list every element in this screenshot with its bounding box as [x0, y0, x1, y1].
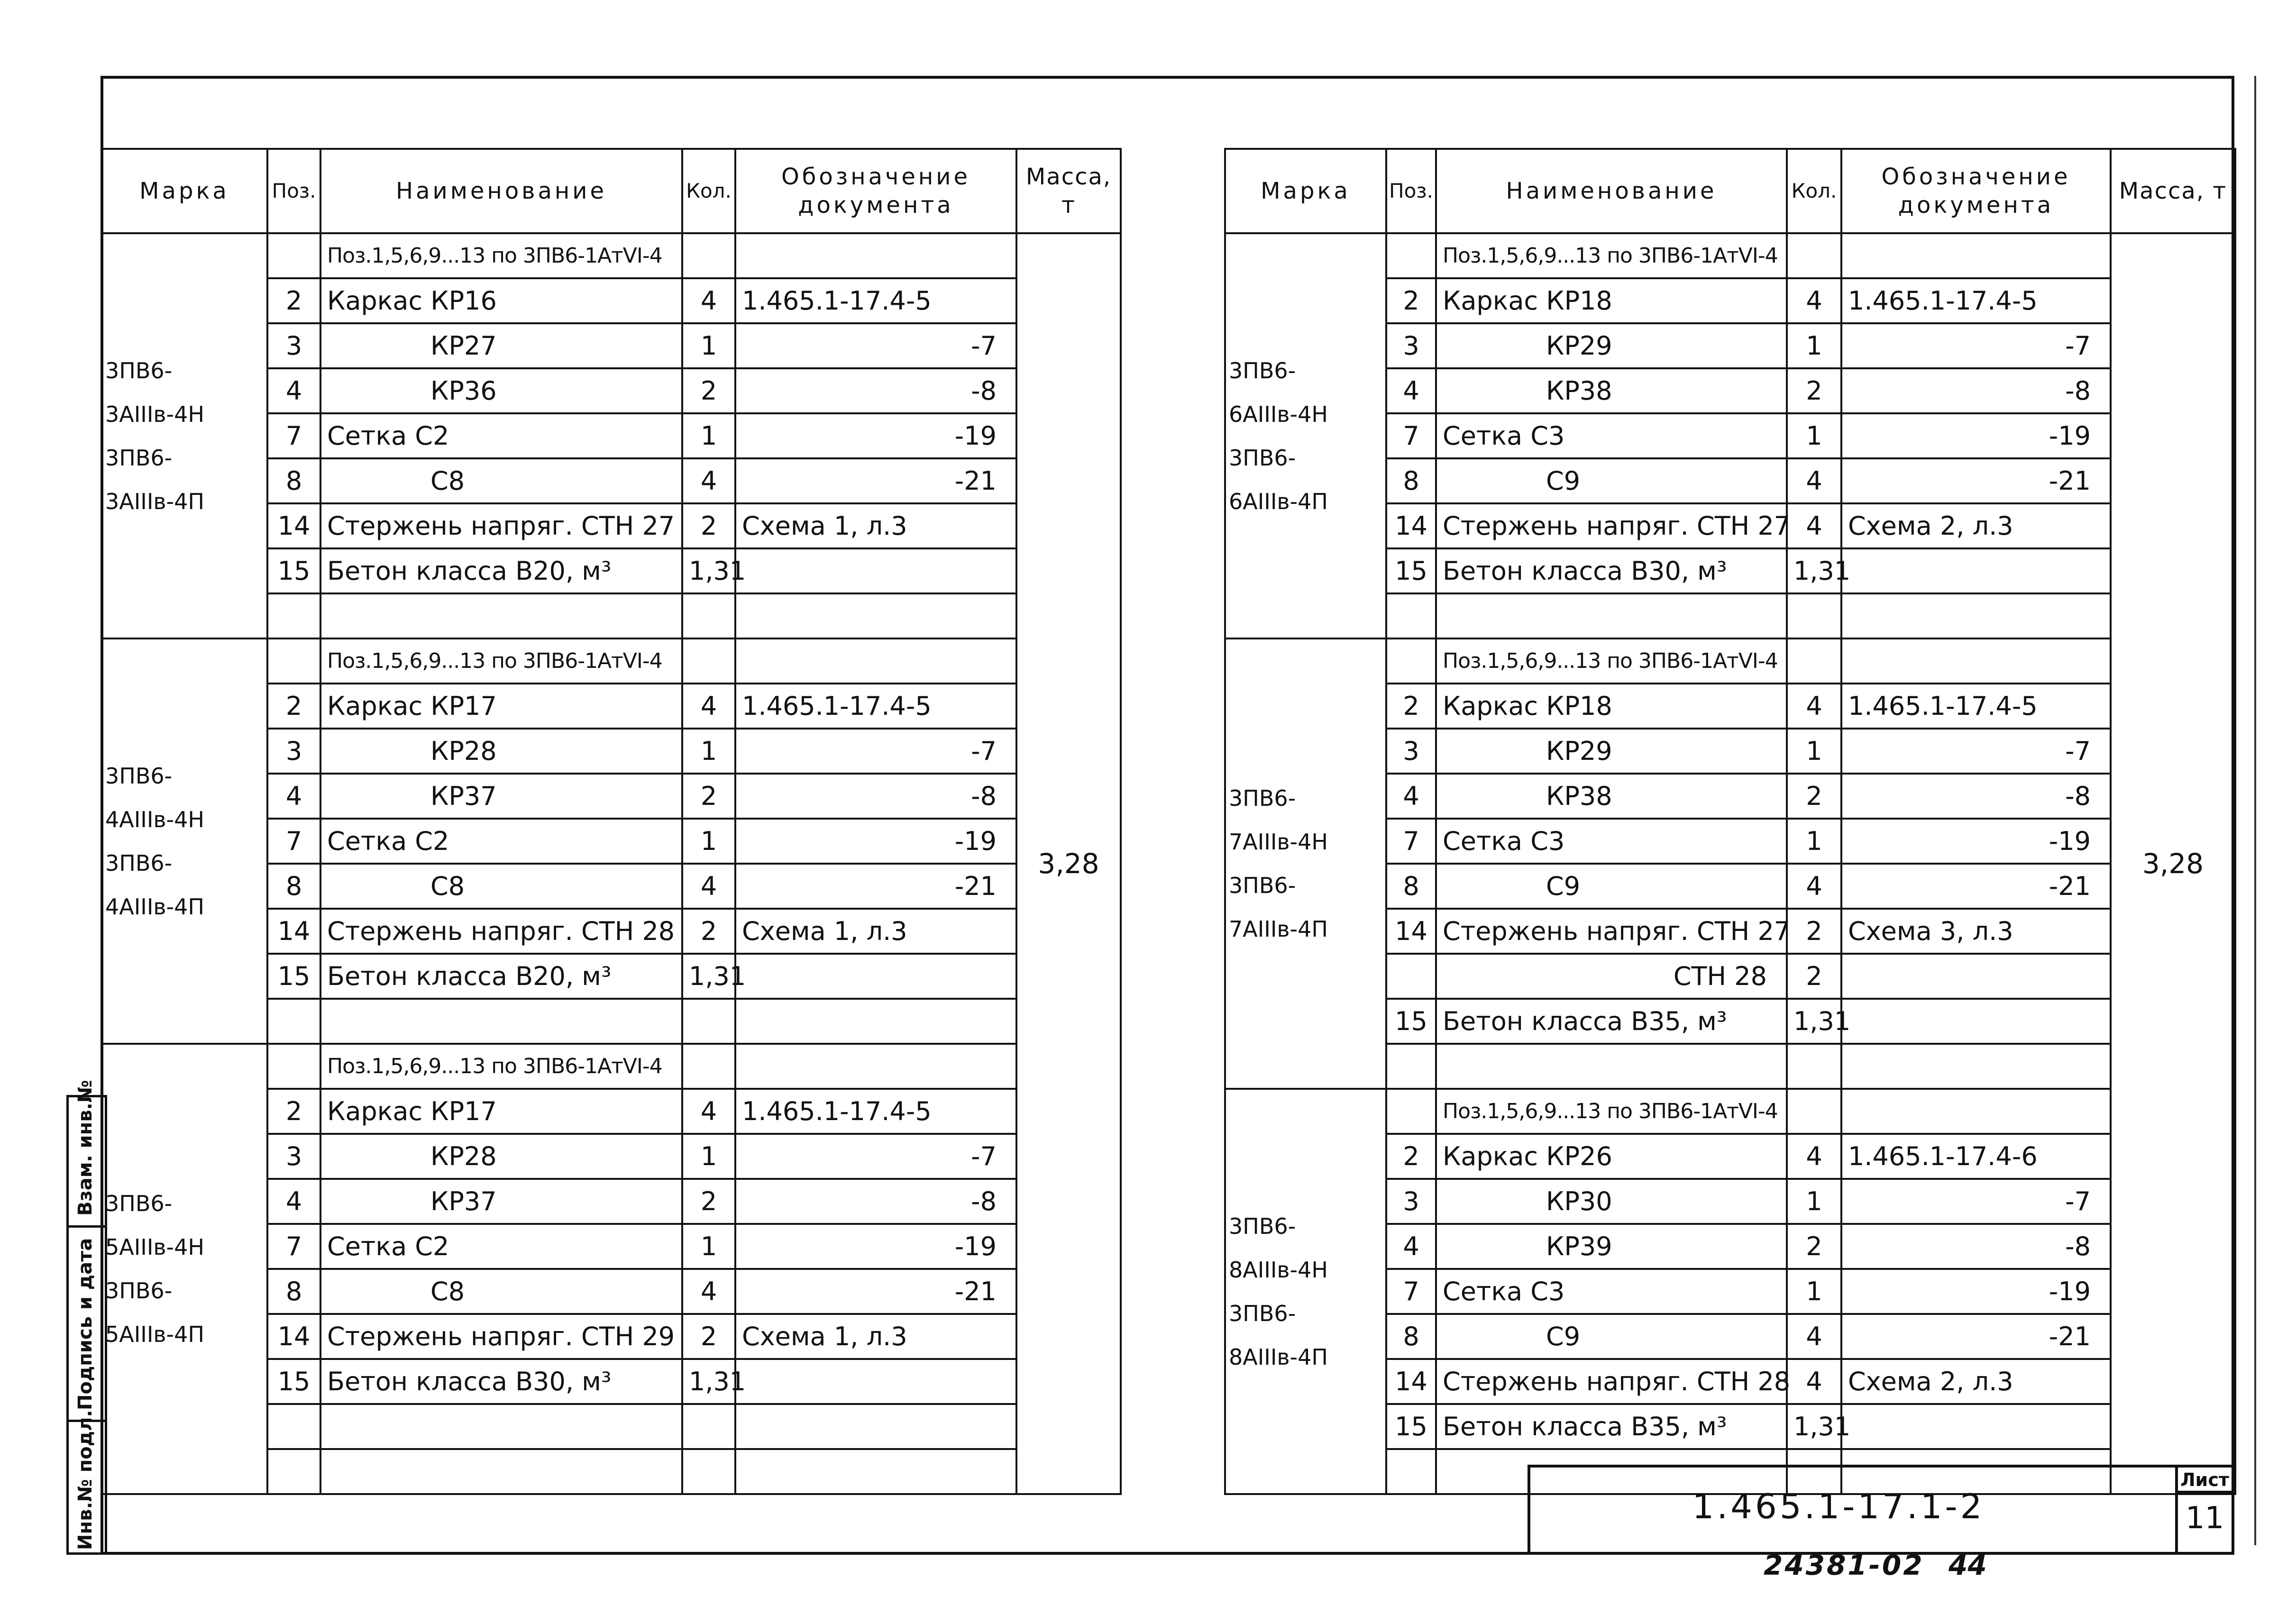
name-cell: Бетон класса В20, м³ [320, 954, 682, 999]
pos-cell: 8 [1386, 458, 1436, 503]
pos-cell [1386, 593, 1436, 638]
doc-cell [1841, 1404, 2111, 1449]
doc-cell [735, 638, 1016, 684]
doc-cell: Схема 1, л.3 [735, 503, 1016, 548]
name-cell: Сетка С3 [1436, 413, 1787, 458]
qty-cell [682, 1044, 735, 1089]
name-cell: КР39 [1436, 1224, 1787, 1269]
strip-divider [69, 1225, 105, 1228]
name-cell: Стержень напряг. СТН 28 [1436, 1359, 1787, 1404]
qty-cell [1787, 638, 1841, 684]
header-name: Наименование [1436, 149, 1787, 233]
qty-cell: 1 [1787, 729, 1841, 774]
header-pos: Поз. [267, 149, 320, 233]
doc-cell: -8 [735, 1179, 1016, 1224]
doc-cell [735, 548, 1016, 593]
pos-cell: 7 [267, 819, 320, 864]
doc-cell: 1.465.1-17.4-5 [1841, 278, 2111, 323]
name-cell: Сетка С2 [320, 819, 682, 864]
qty-cell: 1 [682, 819, 735, 864]
doc-cell: Схема 1, л.3 [735, 1314, 1016, 1359]
side-approval-strip [66, 1080, 107, 1555]
pos-cell: 14 [267, 1314, 320, 1359]
doc-cell: -7 [735, 729, 1016, 774]
left-spec-table [101, 148, 1122, 1495]
name-cell [320, 1449, 682, 1494]
doc-cell: -7 [735, 323, 1016, 368]
doc-cell: 1.465.1-17.4-5 [1841, 684, 2111, 729]
name-cell: Сетка С2 [320, 413, 682, 458]
qty-cell: 1 [682, 729, 735, 774]
doc-cell: -8 [1841, 1224, 2111, 1269]
name-cell: Каркас КР17 [320, 684, 682, 729]
doc-cell [1841, 954, 2111, 999]
name-cell: Стержень напряг. СТН 28 [320, 909, 682, 954]
qty-cell [1787, 593, 1841, 638]
doc-cell [1841, 1089, 2111, 1134]
doc-cell: -21 [1841, 1314, 2111, 1359]
doc-cell: 1.465.1-17.4-5 [735, 278, 1016, 323]
qty-cell: 4 [682, 278, 735, 323]
header-qty: Кол. [682, 149, 735, 233]
name-cell: КР28 [320, 729, 682, 774]
name-cell: СТН 28 [1436, 954, 1787, 999]
qty-cell: 4 [1787, 1314, 1841, 1359]
name-cell: Поз.1,5,6,9...13 по 3ПВ6-1АтVI-4 [320, 638, 682, 684]
pos-cell [1386, 233, 1436, 278]
qty-cell: 4 [682, 864, 735, 909]
name-cell [320, 999, 682, 1044]
qty-cell [682, 999, 735, 1044]
qty-cell: 4 [1787, 864, 1841, 909]
name-cell: КР27 [320, 323, 682, 368]
pos-cell [1386, 1044, 1436, 1089]
sheet-cell [2175, 1468, 2232, 1552]
pos-cell: 4 [267, 774, 320, 819]
pos-cell: 2 [267, 1089, 320, 1134]
name-cell: Поз.1,5,6,9...13 по 3ПВ6-1АтVI-4 [320, 1044, 682, 1089]
pos-cell: 14 [267, 909, 320, 954]
doc-cell: -7 [1841, 1179, 2111, 1224]
qty-cell: 1 [1787, 323, 1841, 368]
qty-cell: 1,31 [682, 1359, 735, 1404]
marka-cell: 3ПВ6-6АIIIв-4Н 3ПВ6-6АIIIв-4П [1225, 233, 1386, 638]
qty-cell: 4 [1787, 503, 1841, 548]
name-cell: КР37 [320, 1179, 682, 1224]
pos-cell: 2 [1386, 278, 1436, 323]
doc-cell [735, 1404, 1016, 1449]
header-mass: Масса, т [1016, 149, 1121, 233]
qty-cell [682, 638, 735, 684]
qty-cell: 1 [682, 413, 735, 458]
name-cell: Поз.1,5,6,9...13 по 3ПВ6-1АтVI-4 [1436, 1089, 1787, 1134]
name-cell: КР37 [320, 774, 682, 819]
qty-cell: 1 [1787, 413, 1841, 458]
header-row [1225, 149, 2235, 233]
doc-cell: -7 [1841, 323, 2111, 368]
doc-cell [1841, 548, 2111, 593]
doc-cell: -8 [1841, 774, 2111, 819]
pos-cell [267, 999, 320, 1044]
pos-cell: 15 [267, 1359, 320, 1404]
doc-cell: -7 [735, 1134, 1016, 1179]
pos-cell: 3 [1386, 1179, 1436, 1224]
strip-label-vzam-inv: Взам. инв.№ [74, 1080, 96, 1216]
qty-cell: 4 [682, 1089, 735, 1134]
name-cell: С9 [1436, 458, 1787, 503]
header-marka: Марка [1225, 149, 1386, 233]
name-cell: С9 [1436, 864, 1787, 909]
pos-cell: 14 [1386, 1359, 1436, 1404]
pos-cell: 3 [267, 1134, 320, 1179]
doc-cell: 1.465.1-17.4-6 [1841, 1134, 2111, 1179]
pos-cell: 2 [267, 684, 320, 729]
doc-cell [1841, 1044, 2111, 1089]
header-marka: Марка [101, 149, 267, 233]
qty-cell: 4 [682, 458, 735, 503]
name-cell: Каркас КР18 [1436, 278, 1787, 323]
qty-cell: 4 [1787, 1359, 1841, 1404]
name-cell: КР28 [320, 1134, 682, 1179]
pos-cell: 7 [1386, 413, 1436, 458]
pos-cell: 2 [1386, 684, 1436, 729]
pos-cell: 3 [267, 729, 320, 774]
name-cell: Сетка С2 [320, 1224, 682, 1269]
doc-cell: Схема 1, л.3 [735, 909, 1016, 954]
doc-cell: -8 [1841, 368, 2111, 413]
mass-cell: 3,28 [1016, 233, 1121, 1494]
pos-cell [1386, 1449, 1436, 1494]
pos-cell: 7 [1386, 1269, 1436, 1314]
name-cell: Стержень напряг. СТН 27 [1436, 909, 1787, 954]
mass-cell: 3,28 [2111, 233, 2235, 1494]
marka-cell: 3ПВ6-4АIIIв-4Н 3ПВ6-4АIIIв-4П [101, 638, 267, 1044]
qty-cell [682, 233, 735, 278]
qty-cell: 1 [682, 1134, 735, 1179]
marka-cell: 3ПВ6-7АIIIв-4Н 3ПВ6-7АIIIв-4П [1225, 638, 1386, 1089]
qty-cell: 4 [1787, 1134, 1841, 1179]
sheet-number: 11 [2185, 1501, 2224, 1536]
qty-cell [1787, 1044, 1841, 1089]
doc-cell: -19 [1841, 413, 2111, 458]
pos-cell: 15 [1386, 999, 1436, 1044]
pos-cell: 14 [1386, 909, 1436, 954]
header-name: Наименование [320, 149, 682, 233]
name-cell: Поз.1,5,6,9...13 по 3ПВ6-1АтVI-4 [1436, 638, 1787, 684]
pos-cell: 8 [267, 1269, 320, 1314]
pos-cell: 4 [1386, 774, 1436, 819]
name-cell: Каркас КР18 [1436, 684, 1787, 729]
doc-cell: -7 [1841, 729, 2111, 774]
document-code: 1.465.1-17.1-2 [1692, 1486, 1985, 1526]
archive-number: 24381-02 [1764, 1549, 1924, 1581]
qty-cell: 4 [1787, 458, 1841, 503]
header-qty: Кол. [1787, 149, 1841, 233]
qty-cell [1787, 233, 1841, 278]
qty-cell: 1,31 [682, 954, 735, 999]
marka-cell: 3ПВ6-8АIIIв-4Н 3ПВ6-8АIIIв-4П [1225, 1089, 1386, 1494]
doc-cell: -19 [1841, 819, 2111, 864]
doc-cell: Схема 2, л.3 [1841, 1359, 2111, 1404]
doc-cell [735, 593, 1016, 638]
qty-cell: 2 [682, 503, 735, 548]
pos-cell: 15 [267, 954, 320, 999]
doc-cell [1841, 593, 2111, 638]
qty-cell: 2 [1787, 1224, 1841, 1269]
name-cell: КР29 [1436, 323, 1787, 368]
pos-cell [267, 1044, 320, 1089]
doc-cell: -8 [735, 368, 1016, 413]
pos-cell: 4 [1386, 368, 1436, 413]
doc-cell: -21 [1841, 864, 2111, 909]
name-cell: Бетон класса В30, м³ [320, 1359, 682, 1404]
doc-cell [1841, 999, 2111, 1044]
pos-cell: 14 [1386, 503, 1436, 548]
name-cell: КР38 [1436, 368, 1787, 413]
name-cell: Бетон класса В20, м³ [320, 548, 682, 593]
pos-cell [1386, 954, 1436, 999]
name-cell: С8 [320, 864, 682, 909]
doc-cell: Схема 2, л.3 [1841, 503, 2111, 548]
doc-cell [735, 954, 1016, 999]
name-cell: Бетон класса В35, м³ [1436, 999, 1787, 1044]
name-cell [1436, 593, 1787, 638]
qty-cell [682, 593, 735, 638]
qty-cell: 2 [682, 1179, 735, 1224]
pos-cell: 15 [1386, 1404, 1436, 1449]
qty-cell: 4 [1787, 278, 1841, 323]
doc-cell: -19 [1841, 1269, 2111, 1314]
pos-cell: 15 [1386, 548, 1436, 593]
doc-cell: -21 [1841, 458, 2111, 503]
header-doc: Обозначение документа [1841, 149, 2111, 233]
doc-cell: -19 [735, 1224, 1016, 1269]
qty-cell: 1,31 [1787, 999, 1841, 1044]
name-cell: Бетон класса В35, м³ [1436, 1404, 1787, 1449]
name-cell: Сетка С3 [1436, 819, 1787, 864]
pos-cell: 3 [1386, 323, 1436, 368]
qty-cell: 1,31 [1787, 548, 1841, 593]
qty-cell: 2 [1787, 368, 1841, 413]
name-cell [320, 1404, 682, 1449]
right-spec-table [1224, 148, 2236, 1495]
qty-cell: 4 [682, 1269, 735, 1314]
pos-cell: 8 [1386, 864, 1436, 909]
doc-cell: -21 [735, 458, 1016, 503]
doc-cell [735, 233, 1016, 278]
doc-cell [1841, 233, 2111, 278]
table-row [1225, 233, 2235, 278]
name-cell: С9 [1436, 1314, 1787, 1359]
name-cell: С8 [320, 458, 682, 503]
name-cell [1436, 1044, 1787, 1089]
pos-cell: 3 [1386, 729, 1436, 774]
doc-cell [735, 999, 1016, 1044]
qty-cell [682, 1404, 735, 1449]
doc-cell [1841, 638, 2111, 684]
header-mass: Масса, т [2111, 149, 2235, 233]
header-doc: Обозначение документа [735, 149, 1016, 233]
name-cell: Стержень напряг. СТН 27 [320, 503, 682, 548]
right-spec-body [1225, 233, 2235, 1494]
name-cell: КР30 [1436, 1179, 1787, 1224]
name-cell: Поз.1,5,6,9...13 по 3ПВ6-1АтVI-4 [320, 233, 682, 278]
qty-cell: 1 [682, 323, 735, 368]
marka-cell: 3ПВ6-5АIIIв-4Н 3ПВ6-5АIIIв-4П [101, 1044, 267, 1494]
qty-cell: 2 [1787, 909, 1841, 954]
name-cell: КР36 [320, 368, 682, 413]
pos-cell: 15 [267, 548, 320, 593]
name-cell: Поз.1,5,6,9...13 по 3ПВ6-1АтVI-4 [1436, 233, 1787, 278]
name-cell: Сетка С3 [1436, 1269, 1787, 1314]
pos-cell [267, 1449, 320, 1494]
title-block [1528, 1465, 2234, 1555]
pos-cell: 8 [1386, 1314, 1436, 1359]
qty-cell: 2 [1787, 954, 1841, 999]
doc-cell: -8 [735, 774, 1016, 819]
qty-cell: 2 [682, 774, 735, 819]
page-number: 44 [1948, 1549, 1987, 1581]
right-margin-line [2254, 76, 2256, 1545]
pos-cell: 8 [267, 458, 320, 503]
qty-cell: 1 [682, 1224, 735, 1269]
marka-cell: 3ПВ6-3АIIIв-4Н 3ПВ6-3АIIIв-4П [101, 233, 267, 638]
pos-cell [267, 1404, 320, 1449]
pos-cell: 2 [267, 278, 320, 323]
pos-cell: 4 [267, 368, 320, 413]
pos-cell: 7 [1386, 819, 1436, 864]
qty-cell: 1 [1787, 819, 1841, 864]
pos-cell [267, 638, 320, 684]
pos-cell: 3 [267, 323, 320, 368]
name-cell: КР38 [1436, 774, 1787, 819]
qty-cell: 2 [682, 909, 735, 954]
qty-cell: 1,31 [682, 548, 735, 593]
name-cell: КР29 [1436, 729, 1787, 774]
name-cell: Каркас КР26 [1436, 1134, 1787, 1179]
doc-cell: -21 [735, 864, 1016, 909]
table-row [101, 638, 1121, 684]
pos-cell: 2 [1386, 1134, 1436, 1179]
strip-label-signature-date: Подпись и дата [74, 1238, 96, 1410]
qty-cell [682, 1449, 735, 1494]
doc-cell: Схема 3, л.3 [1841, 909, 2111, 954]
qty-cell: 1 [1787, 1179, 1841, 1224]
doc-cell: -19 [735, 413, 1016, 458]
header-pos: Поз. [1386, 149, 1436, 233]
left-spec-body [101, 233, 1121, 1494]
qty-cell: 1,31 [1787, 1404, 1841, 1449]
doc-cell: 1.465.1-17.4-5 [735, 684, 1016, 729]
strip-label-inv-podl: Инв.№ подл. [74, 1410, 96, 1550]
name-cell: С8 [320, 1269, 682, 1314]
pos-cell: 4 [1386, 1224, 1436, 1269]
doc-cell: -21 [735, 1269, 1016, 1314]
name-cell: Стержень напряг. СТН 27 [1436, 503, 1787, 548]
qty-cell: 4 [1787, 684, 1841, 729]
sheet-label: Лист [2178, 1469, 2232, 1493]
qty-cell [1787, 1089, 1841, 1134]
doc-cell: 1.465.1-17.4-5 [735, 1089, 1016, 1134]
doc-cell [735, 1359, 1016, 1404]
table-row [101, 1044, 1121, 1089]
doc-cell [735, 1449, 1016, 1494]
qty-cell: 4 [682, 684, 735, 729]
name-cell: Бетон класса В30, м³ [1436, 548, 1787, 593]
pos-cell: 14 [267, 503, 320, 548]
name-cell: Стержень напряг. СТН 29 [320, 1314, 682, 1359]
pos-cell [267, 593, 320, 638]
qty-cell: 2 [682, 1314, 735, 1359]
pos-cell: 8 [267, 864, 320, 909]
pos-cell: 7 [267, 413, 320, 458]
pos-cell [267, 233, 320, 278]
doc-cell [735, 1044, 1016, 1089]
doc-cell: -19 [735, 819, 1016, 864]
name-cell: Каркас КР16 [320, 278, 682, 323]
name-cell [320, 593, 682, 638]
pos-cell: 7 [267, 1224, 320, 1269]
name-cell: Каркас КР17 [320, 1089, 682, 1134]
qty-cell: 2 [682, 368, 735, 413]
pos-cell [1386, 638, 1436, 684]
qty-cell: 2 [1787, 774, 1841, 819]
pos-cell [1386, 1089, 1436, 1134]
table-row [101, 233, 1121, 278]
qty-cell: 1 [1787, 1269, 1841, 1314]
header-row [101, 149, 1121, 233]
table-row [1225, 1089, 2235, 1134]
pos-cell: 4 [267, 1179, 320, 1224]
table-row [1225, 638, 2235, 684]
